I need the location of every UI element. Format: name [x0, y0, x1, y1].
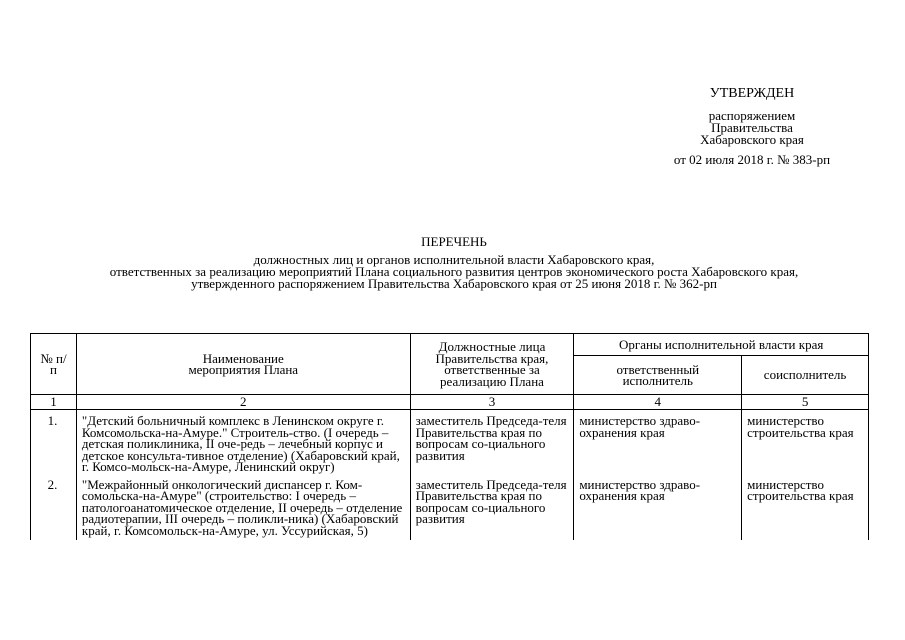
title-line-1: должностных лиц и органов исполнительной власти Хабаровского края,: [253, 252, 655, 267]
title-heading: ПЕРЕЧЕНЬ: [421, 234, 487, 249]
table-row: [31, 410, 869, 477]
row-coexecutor: министерство строительства края: [742, 410, 869, 477]
title-line-3: утвержденного распоряжением Правительства Хабаровского края от 25 июня 2018 г. № 362-рп: [191, 276, 717, 291]
row-event-name: "Межрайонный онкологический диспансер г. Ком-сомольска-на-Амуре" (строительство: I очередь – патологоанатомическое отделение, II очередь – отделение радиотерапии, III очередь – поликли-ника) (Хабаровский край, г. Комсомольск-на-Амуре, ул. Уссурийская, 5): [76, 477, 410, 541]
table-row: [31, 477, 869, 541]
row-number: 2.: [31, 477, 77, 541]
approval-stamp: [632, 88, 872, 166]
header-num: № п/п: [31, 334, 77, 395]
row-responsible: министерство здраво-охранения края: [574, 477, 742, 541]
column-number: 2: [76, 395, 410, 410]
column-number: 1: [31, 395, 77, 410]
row-official: заместитель Председа-теля Правительства края по вопросам со-циального развития: [410, 477, 574, 541]
header-coexecutor: соисполнитель: [742, 356, 869, 395]
header-officials: Должностные лица Правительства края, ответственные за реализацию Плана: [410, 334, 574, 395]
row-responsible: министерство здраво-охранения края: [574, 410, 742, 477]
column-number: 3: [410, 395, 574, 410]
approval-date: от 02 июля 2018 г. № 383-рп: [673, 152, 831, 167]
approval-line-1: распоряжением: [708, 108, 796, 123]
row-number: 1.: [31, 410, 77, 477]
responsibility-table: [30, 333, 869, 540]
header-responsible: ответственный исполнитель: [574, 356, 742, 395]
title-line-2: ответственных за реализацию мероприятий Плана социального развития центров экономического роста Хабаровского края,: [109, 264, 799, 279]
column-number: 4: [574, 395, 742, 410]
row-event-name: "Детский больничный комплекс в Ленинском округе г. Комсомольска-на-Амуре." Строитель-ство. (I очередь – детская поликлиника, II оче-редь – лечебный корпус и детское консульта-тивное отделение) (Хабаровский край, г. Комсо-мольск-на-Амуре, Ленинский округ): [76, 410, 410, 477]
column-number: 5: [742, 395, 869, 410]
row-official: заместитель Председа-теля Правительства края по вопросам со-циального развития: [410, 410, 574, 477]
header-name: Наименование мероприятия Плана: [76, 334, 410, 395]
document-title: [30, 236, 878, 290]
header-organs: Органы исполнительной власти края: [574, 334, 869, 356]
column-numbers-row: [31, 395, 869, 410]
approval-line-3: Хабаровского края: [700, 132, 804, 147]
row-coexecutor: министерство строительства края: [742, 477, 869, 541]
approval-heading: УТВЕРЖДЕН: [709, 86, 795, 101]
approval-line-2: Правительства: [711, 120, 793, 135]
